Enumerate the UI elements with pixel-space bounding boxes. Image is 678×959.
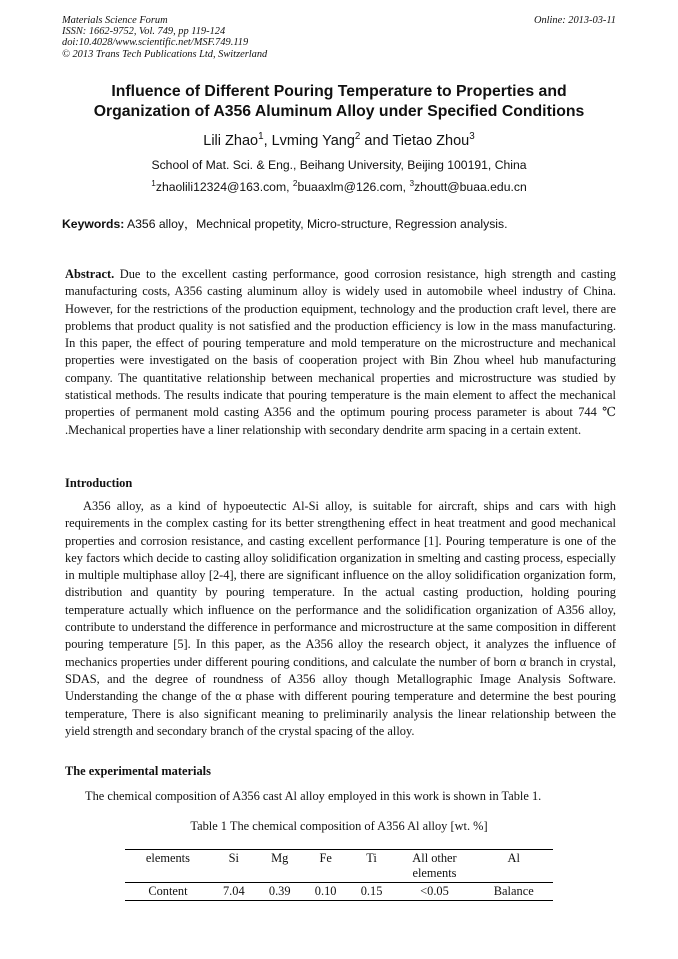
page-header xyxy=(62,15,616,60)
email-3[interactable]: zhoutt@buaa.edu.cn xyxy=(414,180,527,194)
email-2[interactable]: buaaxlm@126.com, xyxy=(297,180,410,194)
author-2: , Lvming Yang xyxy=(263,133,355,149)
email-1[interactable]: zhaolili12324@163.com, xyxy=(155,180,293,194)
header-cell: Fe xyxy=(319,851,332,865)
email-2-mark: 2 xyxy=(292,177,298,188)
email-1-mark: 1 xyxy=(151,177,156,188)
author-1-mark: 1 xyxy=(258,131,264,143)
table-1-caption: Table 1 The chemical composition of A356 Al alloy [wt. %] xyxy=(190,819,488,833)
email-3-mark: 3 xyxy=(409,177,415,188)
title-line-2: Organization of A356 Aluminum Alloy under Specified Conditions xyxy=(93,103,585,120)
introduction-heading: Introduction xyxy=(65,476,133,490)
keywords xyxy=(62,217,616,232)
table-cell: 0.39 xyxy=(268,884,291,898)
paper-title xyxy=(40,82,638,122)
table-cell: 7.04 xyxy=(222,884,245,898)
table-cell: Content xyxy=(148,884,188,898)
affiliation: School of Mat. Sci. & Eng., Beihang University, Beijing 100191, China xyxy=(151,158,527,172)
abstract xyxy=(65,266,616,439)
author-1: Lili Zhao xyxy=(203,133,259,149)
table-cell: 0.15 xyxy=(360,884,383,898)
header-cell: Ti xyxy=(366,851,377,865)
copyright-line: © 2013 Trans Tech Publications Ltd, Switzerland xyxy=(62,48,268,60)
header-cell: Si xyxy=(228,851,239,865)
abstract-text: Due to the excellent casting performance, good corrosion resistance, high strength and casting manufacturing costs, A356 casting aluminum alloy is widely used in automobile wheel industry of China. However, for the restrictions of the production equipment, technology and the production craft level, there are problems that product quality is not satisfied and the production efficiency is low in the mass manufacturing. In this paper, the effect of pouring temperature and mold temperature on the microstructure and mechanical properties were investigated on the basis of cooperation project with Bin Zhou wheel hub manufacturing company. The quantitative relationship between mechanical properties and microstructure was studied by statistical methods. The results indicate that pouring temperature is the main element to affect the mechanical properties of permanent mold casting A356 and the optimum pouring process parameter is about 744 ℃ .Mechanical properties have a liner relationship with secondary dendrite arm spacing in a certain extent. xyxy=(65,267,616,437)
table-cell: Balance xyxy=(493,884,534,898)
title-line-1: Influence of Different Pouring Temperature to Properties and xyxy=(111,83,567,100)
author-emails xyxy=(0,177,678,195)
header-cell: All other elements xyxy=(412,851,457,880)
doi-line: doi:10.4028/www.scientific.net/MSF.749.119 xyxy=(62,37,249,49)
abstract-label: Abstract. xyxy=(65,267,115,281)
table-cell: 0.10 xyxy=(314,884,337,898)
author-2-mark: 2 xyxy=(354,131,361,143)
authors xyxy=(0,132,678,150)
introduction-text: A356 alloy, as a kind of hypoeutectic Al-Si alloy, is suitable for aircraft, ships and cars with high requirements in the complex casting for its better strengthening effect in heat treatment and good mechanical properties and corrosion resistance, and casting excellent performance [1]. Pouring temperature is one of the key factors which decide to casting alloy solidification organization in smelting and casting process, especially in multiple multiphase alloy [2-4], there are significant influence on the alloy solidification organization form, distribution and quantity by pouring temperature. In the actual casting production, holding pouring temperature actually which influence on the performance and the solidification organization of A356 alloy, contribute to understand the difference in performance and microstructure at the same composition in different pouring temperature [5]. In this paper, as the A356 alloy the research object, it analyzes the influence of mechanics properties under different pouring conditions, and calculate the number of born α branch in crystal, SDAS, and the degree of roundness of A356 alloy though Metallographic Image Analysis Software. Understanding the change of the α phase with different pouring temperature and determine the best pouring temperature, There is also significant meaning to preliminarily analysis the linear relationship between the yield strength and secondary branch of the crystal spacing of the alloy. xyxy=(65,499,616,738)
table-cell: <0.05 xyxy=(420,884,449,898)
issn-line: ISSN: 1662-9752, Vol. 749, pp 119-124 xyxy=(62,26,226,38)
table-row xyxy=(125,883,553,901)
table-header-row xyxy=(125,850,553,883)
keywords-label: Keywords: xyxy=(62,217,125,231)
author-3: and Tietao Zhou xyxy=(360,133,470,149)
author-3-mark: 3 xyxy=(469,131,475,143)
header-cell: elements xyxy=(145,851,190,865)
materials-text: The chemical composition of A356 cast Al alloy employed in this work is shown in Table 1. xyxy=(85,789,542,803)
header-cell: Mg xyxy=(271,851,289,865)
composition-table xyxy=(125,849,553,901)
online-date: Online: 2013-03-11 xyxy=(533,15,616,26)
materials-heading: The experimental materials xyxy=(65,764,211,778)
keywords-text: A356 alloy，Mechnical propetity, Micro-structure, Regression analysis. xyxy=(124,217,508,231)
journal-name: Materials Science Forum xyxy=(62,15,168,26)
header-cell: Al xyxy=(507,851,520,865)
